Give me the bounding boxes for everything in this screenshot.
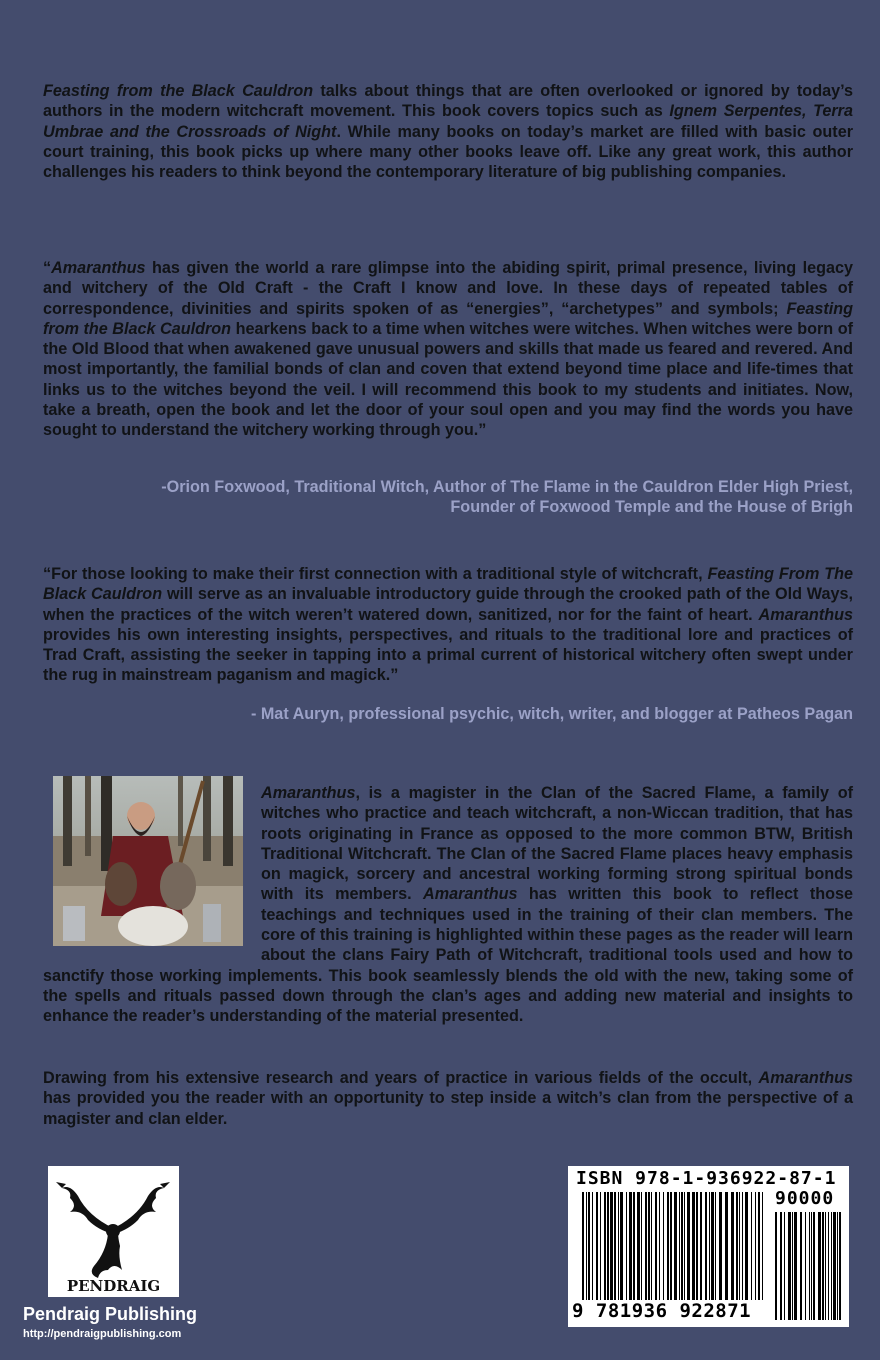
barcode-bar (588, 1192, 590, 1300)
triskele-dragon-icon (48, 1166, 179, 1297)
barcode-bar (758, 1192, 760, 1300)
addon-bar (780, 1212, 782, 1320)
barcode-bar (687, 1192, 690, 1300)
barcode-bar (648, 1192, 650, 1300)
addon-bar (837, 1212, 838, 1320)
publisher-logo (48, 1166, 179, 1297)
barcode-bar (637, 1192, 640, 1300)
barcode-bar (582, 1192, 584, 1300)
book-description: Feasting from the Black Cauldron talks about things that are often overlooked or ignored by today’s authors in the modern witchcraft movement. This book covers topics such as Ignem Serpentes, Terra Umbrae and the Crossroads of Night. While many books on today’s market are filled with basic outer court training, this book picks up where many other books leave off. Like any great work, this author challenges his readers to think beyond the contemporary literature of big publishing companies. (43, 82, 853, 182)
barcode-bar (620, 1192, 623, 1300)
isbn-number: ISBN 978-1-936922-87-1 (576, 1168, 837, 1189)
addon-bar (813, 1212, 815, 1320)
addon-bar (811, 1212, 812, 1320)
addon-bar (818, 1212, 821, 1320)
barcode-bar (633, 1192, 635, 1300)
barcode-bar (709, 1192, 710, 1300)
addon-bar (831, 1212, 832, 1320)
barcode-bar (739, 1192, 740, 1300)
barcode-bar (674, 1192, 677, 1300)
barcode-bar (711, 1192, 714, 1300)
barcode-bar (651, 1192, 652, 1300)
addon-bar (788, 1212, 791, 1320)
addon-bar (825, 1212, 826, 1320)
barcode-bar (719, 1192, 722, 1300)
barcode-bar (705, 1192, 707, 1300)
barcode-bar (604, 1192, 606, 1300)
addon-bar (805, 1212, 806, 1320)
addon-bar (809, 1212, 810, 1320)
barcode-bar (626, 1192, 627, 1300)
addon-bar (792, 1212, 793, 1320)
barcode-bar (663, 1192, 664, 1300)
barcode-bar (586, 1192, 587, 1300)
publisher-url: http://pendraigpublishing.com (23, 1328, 182, 1340)
topics: Ignem Serpentes, Terra Umbrae and the Crossroads of Night (43, 102, 853, 141)
barcode-bar (670, 1192, 672, 1300)
barcode-bar (736, 1192, 738, 1300)
addon-bar (775, 1212, 777, 1320)
isbn-barcode (568, 1166, 849, 1327)
barcode-bar (762, 1192, 763, 1300)
barcode-bar (684, 1192, 685, 1300)
barcode-bar (700, 1192, 702, 1300)
addon-bar (784, 1212, 785, 1320)
barcode-bar (641, 1192, 642, 1300)
price-addon: 90000 (775, 1188, 835, 1209)
quote-orion-foxwood: “Amaranthus has given the world a rare glimpse into the abiding spirit, primal presence, living legacy and witchery of the Old Craft - the Craft I know and love. In these days of repeated tables of correspondence, divinities and spirits spoken of as “energies”, “archetypes” and symbols; Feasting from the Black Cauldron hearkens back to a time when witches were witches. When witches were born of the Old Blood that when awakened gave unusual powers and skills that made us feared and revered. And most importantly, the familial bonds of clan and coven that extend beyond time place and life-times that links us to the witches beyond the veil. I will recommend this book to my students and initiates. Now, take a breath, open the book and let the door of your soul open and you may find the words you have sought to understand the witchery working through you.” (43, 259, 853, 440)
barcode-bar (755, 1192, 756, 1300)
barcode-bar (655, 1192, 657, 1300)
barcode-bar (679, 1192, 680, 1300)
addon-bar (828, 1212, 829, 1320)
barcode-bar (596, 1192, 598, 1300)
barcode-bar (618, 1192, 619, 1300)
barcode-bar (745, 1192, 748, 1300)
quote-mat-auryn: “For those looking to make their first connection with a traditional style of witchcraft, Feasting From The Black Cauldron will serve as an invaluable introductory guide through the crooked path of the Old Ways, when the practices of the witch weren’t watered down, sanitized, nor for the faint of heart. Amaranthus provides his own interesting insights, perspectives, and rituals to the traditional lore and practices of Trad Craft, assisting the seeker in tapping into a primal current of historical witchery often swept under the rug in mainstream paganism and magick.” (43, 565, 853, 685)
ean-digits: 9 781936 922871 (572, 1300, 752, 1322)
barcode-bar (742, 1192, 743, 1300)
addon-bar (822, 1212, 824, 1320)
closing-paragraph: Drawing from his extensive research and years of practice in various fields of the occult, Amaranthus has provided you the reader with an opportunity to step inside a witch’s clan from the perspective of a magister and clan elder. (43, 1069, 853, 1128)
author-bio: Amaranthus, is a magister in the Clan of the Sacred Flame, a family of witches who practice and teach witchcraft, a non-Wiccan tradition, that has roots originating in France as opposed to the more common BTW, British Traditional Witchcraft. The Clan of the Sacred Flame places heavy emphasis on magick, sorcery and ancestral working forming strong spiritual bonds with its members. Amaranthus has written this book to reflect those teachings and techniques used in the training of their clan members. The core of this training is highlighted within these pages as the reader will learn about the clans Fairy Path of Witchcraft, traditional tools used and how to sanctify those working implements. This book seamlessly blends the old with the new, taking some of the spells and rituals passed down through the clan’s ages and adding new material and insights to enhance the reader’s understanding of the material presented. (43, 784, 853, 1026)
book-title: Feasting from the Black Cauldron (43, 82, 314, 100)
barcode-bar (715, 1192, 716, 1300)
barcode-bar (692, 1192, 695, 1300)
quote-attribution-1: -Orion Foxwood, Traditional Witch, Author of The Flame in the Cauldron Elder High Priest, Founder of Foxwood Temple and the House of Brigh (161, 478, 853, 517)
barcode-bar (725, 1192, 728, 1300)
barcode-bar (610, 1192, 613, 1300)
barcode-bar (600, 1192, 601, 1300)
addon-bar (794, 1212, 797, 1320)
barcode-bar (696, 1192, 698, 1300)
barcode-bar (751, 1192, 752, 1300)
photo-spacer (43, 783, 261, 959)
barcode-bar (667, 1192, 669, 1300)
publisher-name: Pendraig Publishing (23, 1304, 198, 1324)
barcode-bar (614, 1192, 616, 1300)
svg-text:PENDRAIG: PENDRAIG (66, 1277, 161, 1295)
addon-bar (839, 1212, 841, 1320)
barcode-bar (592, 1192, 593, 1300)
addon-bar (833, 1212, 836, 1320)
barcode-bar (645, 1192, 647, 1300)
addon-bar (800, 1212, 802, 1320)
barcode-bar (731, 1192, 734, 1300)
quote-attribution-2: - Mat Auryn, professional psychic, witch, writer, and blogger at Patheos Pagan (250, 705, 853, 723)
barcode-bar (629, 1192, 632, 1300)
barcode-bar (607, 1192, 609, 1300)
barcode-bar (681, 1192, 683, 1300)
barcode-bar (659, 1192, 660, 1300)
